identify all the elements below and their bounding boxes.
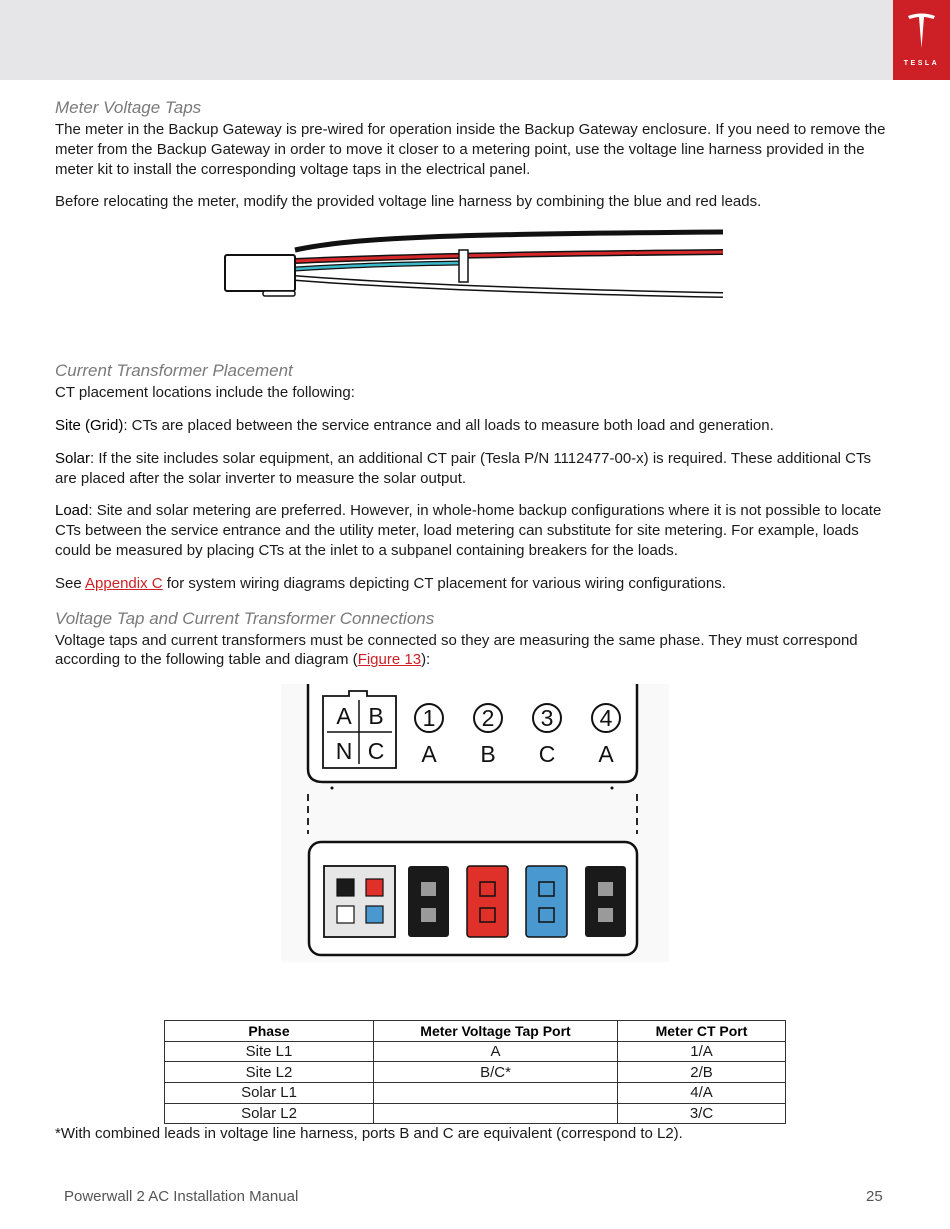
table-cell: A: [374, 1041, 618, 1062]
solar-label: Solar: [55, 449, 91, 467]
section-heading-ct-placement: Current Transformer Placement: [55, 361, 293, 381]
svg-text:A: A: [598, 741, 614, 768]
svg-text:1: 1: [422, 705, 436, 732]
svg-text:A: A: [421, 741, 437, 768]
voltage-harness-figure: [55, 212, 895, 342]
voltage-grid-n: N: [335, 738, 353, 765]
svg-text:4: 4: [599, 705, 613, 732]
column-header: Meter Voltage Tap Port: [374, 1021, 618, 1042]
table-header-row: [165, 1021, 786, 1042]
svg-text:C: C: [538, 741, 556, 768]
appendix-c-link[interactable]: Appendix C: [85, 574, 163, 592]
section-heading-meter-voltage-taps: Meter Voltage Taps: [55, 98, 202, 117]
paragraph: The meter in the Backup Gateway is pre-wired for operation inside the Backup Gateway enclosure. If you need to remove the meter from the Backup Gateway in order to move it closer to a metering point, use the voltage line harness provided in the meter kit to install the corresponding voltage taps in the electrical panel.: [55, 121, 886, 178]
svg-text:2: 2: [481, 705, 495, 732]
load-label: Load: [55, 502, 89, 520]
solar-paragraph: Solar: If the site includes solar equipment, an additional CT pair (Tesla P/N 1112477-00-x) is required. These additional CTs are placed after the solar inverter to measure the solar output.: [55, 449, 872, 487]
paragraph: CT placement locations include the following:: [55, 384, 355, 402]
table-cell: Solar L2: [165, 1103, 374, 1124]
meter-port-diagram: [55, 684, 895, 962]
page-number: 25: [866, 1188, 883, 1205]
column-header: Meter CT Port: [618, 1021, 786, 1042]
svg-text:B: B: [480, 741, 496, 768]
table-cell: Site L1: [165, 1041, 374, 1062]
table-cell: 1/A: [618, 1041, 786, 1062]
table-footnote: *With combined leads in voltage line harness, ports B and C are equivalent (correspond to L2).: [55, 1125, 683, 1143]
table-cell: [374, 1103, 618, 1124]
ct-port-2: [467, 866, 508, 937]
table-row: [165, 1041, 786, 1062]
ct-port-4: [585, 866, 626, 937]
table-row: [165, 1062, 786, 1083]
site-grid-paragraph: Site (Grid): CTs are placed between the service entrance and all loads to measure both load and generation.: [55, 416, 774, 434]
black-lead: [295, 232, 723, 250]
page-content: [55, 96, 895, 1144]
column-header: Phase: [165, 1021, 374, 1042]
voltage-grid-b: B: [368, 703, 384, 730]
ct-port-1: [408, 866, 449, 937]
site-label: Site (Grid): [55, 416, 124, 434]
header-band: [0, 0, 950, 80]
section-heading-voltage-tap-ct-connections: Voltage Tap and Current Transformer Connections: [55, 608, 435, 628]
connections-paragraph: Voltage taps and current transformers must be connected so they are measuring the same phase. They must correspond according to the following table and diagram (Figure 13):: [55, 631, 858, 669]
voltage-tap-port: [324, 866, 395, 937]
tesla-wordmark: TESLA: [903, 60, 940, 67]
see-appendix-paragraph: See Appendix C for system wiring diagrams depicting CT placement for various wiring configurations.: [55, 574, 726, 592]
tesla-logo: [893, 0, 950, 80]
table-row: [165, 1082, 786, 1103]
tesla-t-icon: [907, 12, 936, 52]
table-cell: Site L2: [165, 1062, 374, 1083]
lead-splice: [459, 250, 468, 282]
phase-port-table: [164, 1020, 786, 1124]
load-paragraph: Load: Site and solar metering are preferred. However, in whole-home backup configurations where it is not possible to locate CTs between the service entrance and the utility meter, load metering can substitute for site metering. For example, loads could be measured by placing CTs at the inlet to a subpanel containing breakers for the loads.: [55, 502, 882, 559]
table-cell: B/C*: [374, 1062, 618, 1083]
table-cell: [374, 1082, 618, 1103]
ct-port-3: [526, 866, 567, 937]
table-cell: Solar L1: [165, 1082, 374, 1103]
svg-text:3: 3: [540, 705, 554, 732]
footer-title: Powerwall 2 AC Installation Manual: [64, 1188, 299, 1205]
table-cell: 4/A: [618, 1082, 786, 1103]
table-row: [165, 1103, 786, 1124]
voltage-grid-a: A: [336, 703, 352, 730]
paragraph: Before relocating the meter, modify the provided voltage line harness by combining the blue and red leads.: [55, 193, 762, 211]
figure-13-link[interactable]: Figure 13: [357, 651, 422, 669]
table-cell: 3/C: [618, 1103, 786, 1124]
harness-connector: [225, 255, 295, 291]
table-cell: 2/B: [618, 1062, 786, 1083]
voltage-grid-c: C: [367, 738, 385, 765]
